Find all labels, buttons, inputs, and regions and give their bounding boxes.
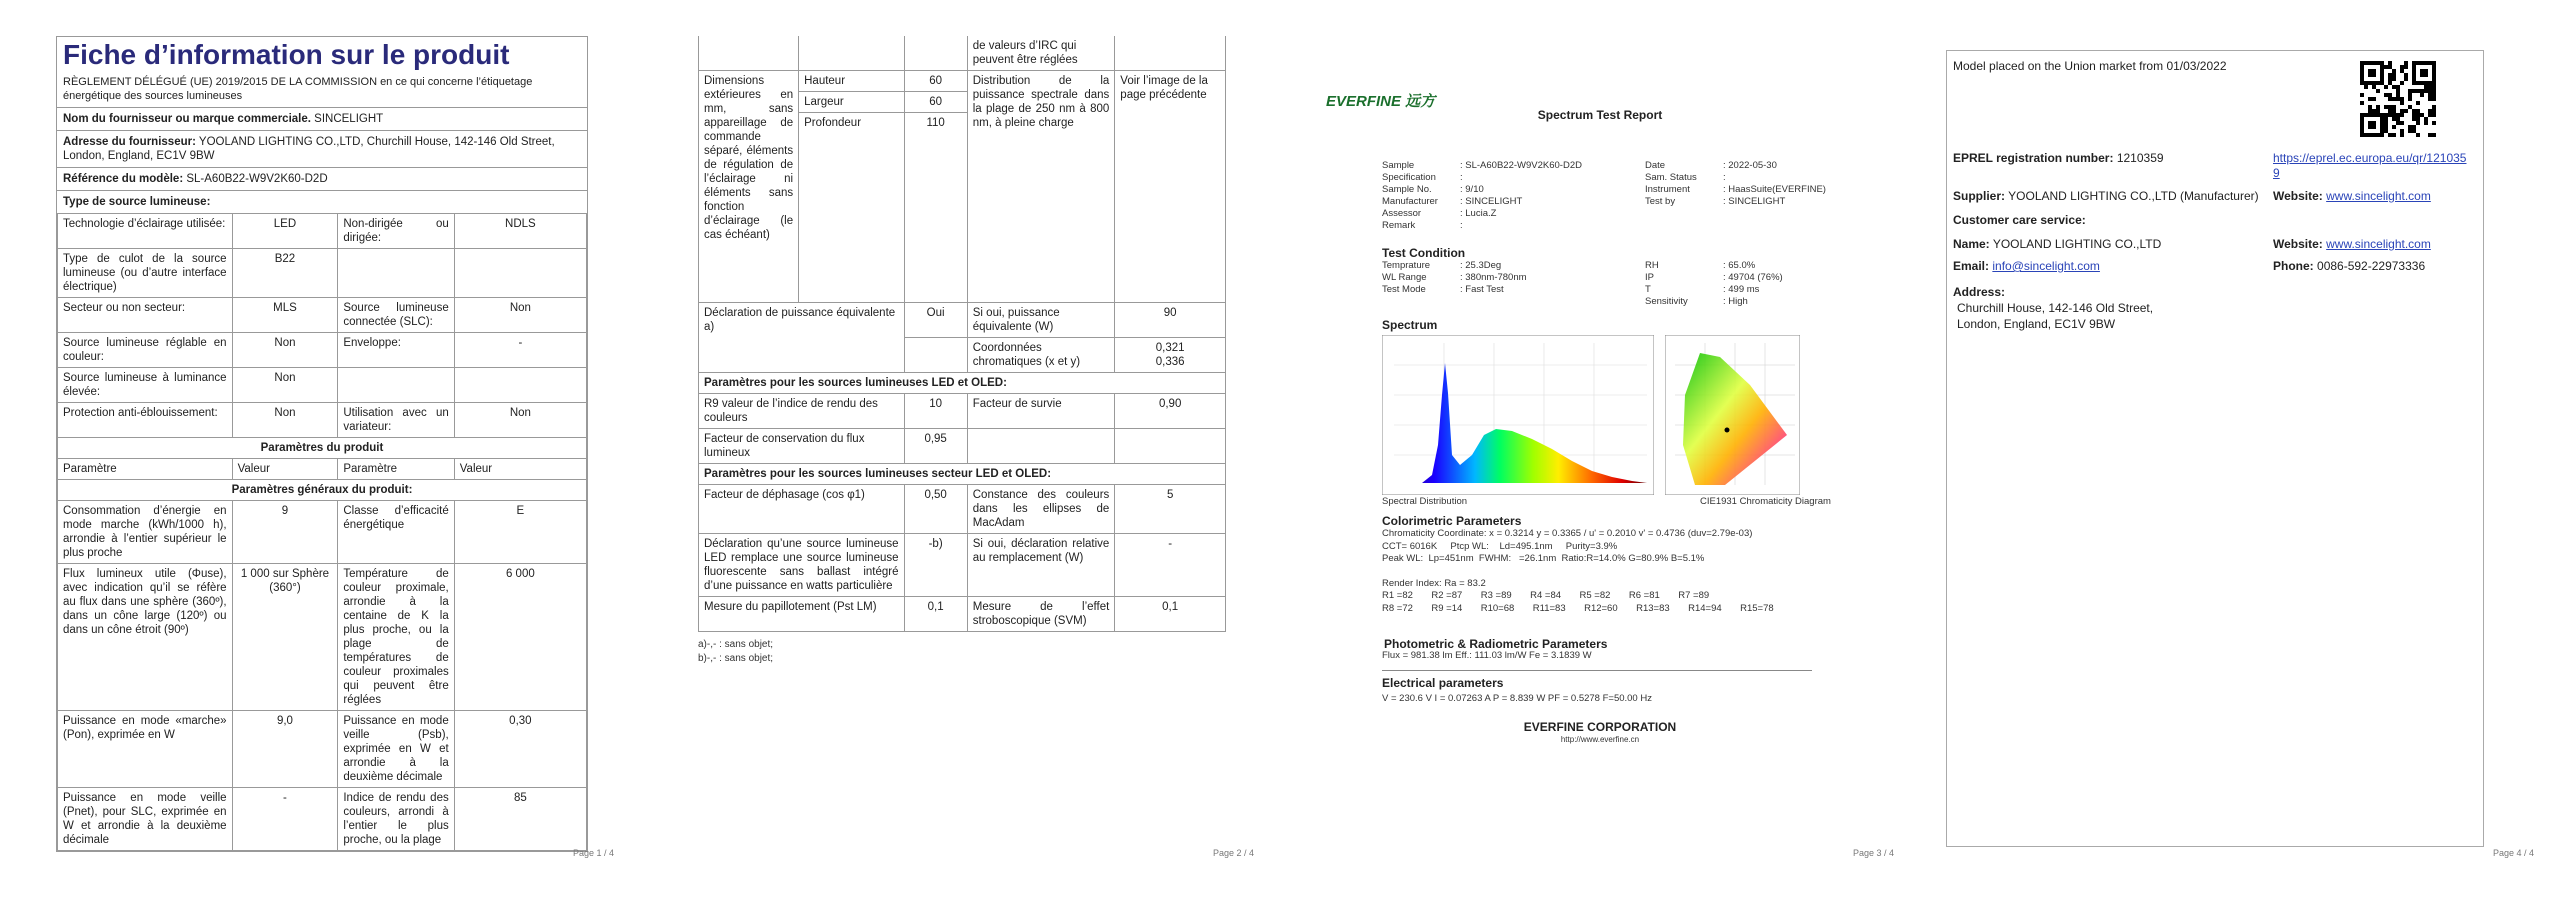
- supplier-label: Supplier:: [1953, 189, 2006, 203]
- kv-key: Specification: [1382, 172, 1436, 183]
- cie-diagram: [1665, 335, 1800, 495]
- spectrum-heading: Spectrum: [1382, 318, 1438, 332]
- spectral-distribution-chart: [1382, 335, 1654, 495]
- macadam-label: Constance des couleurs dans les ellipses de MacAdam: [967, 485, 1115, 534]
- sample-info-right: [1645, 160, 1826, 208]
- supplier-name-row: [57, 107, 587, 131]
- stroboscopic-label: Mesure de l’effet stroboscopique (SVM): [967, 597, 1115, 632]
- kv-key: Sensitivity: [1645, 296, 1688, 307]
- equivalent-power-label: Si oui, puissance équivalente (W): [967, 303, 1115, 338]
- param-label: [338, 249, 454, 298]
- colorimetric-heading: Colorimetric Parameters: [1382, 514, 1522, 528]
- kv-value: : SINCELIGHT: [1723, 196, 1786, 207]
- param-value: 9: [232, 501, 338, 564]
- param-label: Classe d’efficacité énergétique: [338, 501, 454, 564]
- eprel-label: EPREL registration number:: [1953, 151, 2114, 165]
- page-4: [1920, 0, 2560, 905]
- kv-row: [1382, 172, 1582, 184]
- param-value: B22: [232, 249, 338, 298]
- kv-row: [1645, 296, 1783, 308]
- param-value: MLS: [232, 298, 338, 333]
- website-row: [2273, 189, 2431, 204]
- param-label: Type de culot de la source lumineuse (ou d’autre interface électrique): [58, 249, 233, 298]
- product-info-continued: [698, 36, 1226, 666]
- kv-value: : 2022-05-30: [1723, 160, 1777, 171]
- survival-label: Facteur de survie: [967, 394, 1115, 429]
- dimensions-label: Dimensions extérieures en mm, sans appareillage de commande séparé, éléments de régulation de l’éclairage ni éléments sans fonction d’éclairage (le cas échéant): [699, 71, 799, 303]
- eprel-link-row: [2273, 151, 2473, 181]
- mains-led-heading: Paramètres pour les sources lumineuses secteur LED et OLED:: [699, 464, 1226, 485]
- colorimetric-line: Peak WL: Lp=451nm FWHM: =26.1nm Ratio:R=14.0% G=80.9% B=5.1%: [1382, 553, 1705, 564]
- col-header: Paramètre: [58, 459, 233, 480]
- corporation-name: EVERFINE CORPORATION: [1523, 720, 1677, 734]
- spd-value: Voir l’image de la page précédente: [1115, 71, 1226, 303]
- page-title: Fiche d’information sur le produit: [63, 39, 510, 70]
- kv-key: Sam. Status: [1645, 172, 1697, 183]
- cri-range-continued: de valeurs d’IRC qui peuvent être réglées: [967, 36, 1115, 71]
- corporation-url: http://www.everfine.cn: [1560, 735, 1640, 744]
- r9-value: 10: [904, 394, 967, 429]
- address-label: Address:: [1953, 285, 2006, 299]
- page-number: Page 2 / 4: [1212, 848, 1254, 858]
- page-number: Page 1 / 4: [572, 848, 614, 858]
- kv-value: : High: [1723, 296, 1748, 307]
- kv-key: Sample No.: [1382, 184, 1432, 195]
- kv-value: : 25.3Deg: [1460, 260, 1502, 271]
- params-product-heading: Paramètres du produit: [58, 438, 587, 459]
- colorimetric-line: [1382, 566, 1774, 578]
- kv-value: : 9/10: [1460, 184, 1484, 195]
- kv-value: : 499 ms: [1723, 284, 1760, 295]
- source-type-heading: Type de source lumineuse:: [63, 196, 211, 208]
- address-line-1: Churchill House, 142-146 Old Street,: [1957, 301, 2154, 315]
- col-header: Paramètre: [338, 459, 454, 480]
- param-label: Flux lumineux utile (Φuse), avec indication qu’il se réfère au flux dans une sphère (360º), dans un cône large (120º) ou dans un cône étroit (90º): [58, 564, 233, 711]
- phase-value: 0,50: [904, 485, 967, 534]
- page-number: Page 3 / 4: [1852, 848, 1894, 858]
- param-value: 6 000: [454, 564, 586, 711]
- param-label: Puissance en mode «marche» (Pon), exprimée en W: [58, 711, 233, 788]
- kv-value: : 380nm-780nm: [1460, 272, 1527, 283]
- sheet-header: [57, 37, 587, 107]
- col-header: Valeur: [232, 459, 338, 480]
- divider: [1382, 670, 1812, 671]
- table-row: [58, 501, 587, 564]
- kv-key: Date: [1645, 160, 1666, 171]
- lumen-maintenance-label: Facteur de conservation du flux lumineux: [699, 429, 905, 464]
- chromaticity-point: [1725, 428, 1730, 433]
- kv-key: Temprature: [1382, 260, 1431, 271]
- param-value: LED: [232, 214, 338, 249]
- equivalent-power: 90: [1115, 303, 1226, 338]
- kv-key: Instrument: [1645, 184, 1690, 195]
- email-row: [1953, 259, 2100, 274]
- col-header: Valeur: [454, 459, 586, 480]
- kv-row: [1382, 160, 1582, 172]
- chromaticity-label: Coordonnées chromatiques (x et y): [967, 338, 1115, 373]
- model-value: SL-A60B22-W9V2K60-D2D: [186, 173, 328, 185]
- param-label: Source lumineuse connectée (SLC):: [338, 298, 454, 333]
- param-label: Technologie d’éclairage utilisée:: [58, 214, 233, 249]
- kv-value: : Fast Test: [1460, 284, 1504, 295]
- lumen-maintenance-value: 0,95: [904, 429, 967, 464]
- test-condition-heading: Test Condition: [1382, 246, 1466, 260]
- kv-key: Sample: [1382, 160, 1415, 171]
- model-label: Référence du modèle:: [63, 173, 184, 185]
- param-label: Protection anti-éblouissement:: [58, 403, 233, 438]
- kv-value: : HaasSuite(EVERFINE): [1723, 184, 1826, 195]
- kv-value: : 65.0%: [1723, 260, 1756, 271]
- param-value: -: [232, 788, 338, 851]
- address-line-2: London, England, EC1V 9BW: [1957, 317, 2116, 331]
- email-link[interactable]: info@sincelight.com: [1992, 259, 2100, 273]
- colorimetric-line: R1 =82 R2 =87 R3 =89 R4 =84 R5 =82 R6 =81 R7 =89: [1382, 590, 1710, 601]
- param-label: Indice de rendu des couleurs, arrondi à l’entier le plus proche, ou la plage: [338, 788, 454, 851]
- supplier-address-label: Adresse du fournisseur:: [63, 136, 196, 148]
- kv-row: [1382, 196, 1582, 208]
- email-label: Email:: [1953, 259, 1990, 273]
- kv-key: Manufacturer: [1382, 196, 1438, 207]
- chroma-x: 0,321: [1155, 342, 1185, 354]
- supplier-name: SINCELIGHT: [314, 113, 384, 125]
- param-value: 85: [454, 788, 586, 851]
- test-condition-right: [1645, 260, 1783, 308]
- phone-row: [2273, 259, 2425, 274]
- table-row: [58, 214, 587, 249]
- dim-value: 110: [904, 113, 967, 303]
- replacement-yes-value: -: [1115, 534, 1226, 597]
- kv-key: WL Range: [1382, 272, 1427, 283]
- electrical-heading: Electrical parameters: [1382, 676, 1504, 690]
- eprel-row: [1953, 151, 2164, 166]
- column-header-row: [58, 459, 587, 480]
- kv-row: [1382, 208, 1582, 220]
- table-row: [58, 298, 587, 333]
- spectral-distribution-caption: Spectral Distribution: [1382, 496, 1468, 507]
- colorimetric-line: CCT= 6016K Ptcp WL: Ld=495.1nm Purity=3.9%: [1382, 540, 1618, 552]
- equivalent-power-decl-label: Déclaration de puissance équivalente a): [699, 303, 905, 373]
- colorimetric-line: Chromaticity Coordinate: x = 0.3214 y = 0.3365 / u' = 0.2010 v' = 0.4736 (duv=2.79e-03): [1382, 528, 1753, 539]
- param-value: [454, 368, 586, 403]
- test-condition-left: [1382, 260, 1527, 296]
- kv-row: [1382, 284, 1527, 296]
- supplier-row: [1953, 189, 2259, 204]
- care-website-label: Website:: [2273, 237, 2323, 251]
- param-value: 0,30: [454, 711, 586, 788]
- phase-label: Facteur de déphasage (cos φ1): [699, 485, 905, 534]
- website-link[interactable]: www.sincelight.com: [2326, 189, 2431, 203]
- param-value: [454, 249, 586, 298]
- kv-row: [1645, 160, 1826, 172]
- footnote-a: a)-,- : sans objet;: [698, 639, 774, 650]
- electrical-values: V = 230.6 V I = 0.07263 A P = 8.839 W PF = 0.5278 F=50.00 Hz: [1382, 693, 1652, 704]
- table-row: [58, 333, 587, 368]
- photometric-values: Flux = 981.38 lm Eff.: 111.03 lm/W Fe = 3.1839 W: [1382, 650, 1592, 661]
- param-label: Puissance en mode veille (Pnet), pour SLC, exprimée en W et arrondie à la deuxième décimale: [58, 788, 233, 851]
- report-title: Spectrum Test Report: [1537, 108, 1663, 122]
- table-row: [58, 564, 587, 711]
- kv-row: [1382, 272, 1527, 284]
- param-value: Non: [232, 368, 338, 403]
- kv-value: : SL-A60B22-W9V2K60-D2D: [1460, 160, 1582, 171]
- param-value: 9,0: [232, 711, 338, 788]
- param-label: Enveloppe:: [338, 333, 454, 368]
- kv-row: [1382, 260, 1527, 272]
- care-name-label: Name:: [1953, 237, 1990, 251]
- kv-row: [1645, 196, 1826, 208]
- kv-key: T: [1645, 284, 1651, 295]
- chroma-y: 0,336: [1155, 356, 1185, 368]
- params-general-heading: Paramètres généraux du produit:: [58, 480, 587, 501]
- kv-row: [1645, 172, 1826, 184]
- param-value: Non: [232, 333, 338, 368]
- kv-value: : Lucia.Z: [1460, 208, 1497, 219]
- param-label: Puissance en mode veille (Psb), exprimée en W et arrondie à la deuxième décimale: [338, 711, 454, 788]
- replacement-yes-label: Si oui, déclaration relative au remplacement (W): [967, 534, 1115, 597]
- everfine-logo: EVERFINE 远方: [1326, 93, 1436, 110]
- supplier-name-label: Nom du fournisseur ou marque commerciale.: [63, 113, 311, 125]
- page-2: [640, 0, 1280, 905]
- dim-key: Profondeur: [799, 113, 904, 303]
- kv-value: : 49704 (76%): [1723, 272, 1783, 283]
- kv-key: Remark: [1382, 220, 1416, 231]
- customer-care-heading: Customer care service:: [1953, 213, 2086, 227]
- param-value: -: [454, 333, 586, 368]
- spd-label: Distribution de la puissance spectrale dans la plage de 250 nm à 800 nm, à pleine charge: [967, 71, 1115, 303]
- param-label: Consommation d’énergie en mode marche (kWh/1000 h), arrondie à l’entier supérieur le plus proche: [58, 501, 233, 564]
- param-label: Température de couleur proximale, arrondie à la centaine de K la plus proche, ou la plage de températures de couleur proximales qui peuvent être réglées: [338, 564, 454, 711]
- table-row: [58, 711, 587, 788]
- page-1: [0, 0, 640, 905]
- kv-key: IP: [1645, 272, 1654, 283]
- flicker-label: Mesure du papillotement (Pst LM): [699, 597, 905, 632]
- kv-key: Assessor: [1382, 208, 1422, 219]
- table-row: [58, 788, 587, 851]
- equivalent-power-decl: Oui: [904, 303, 967, 338]
- page-3: [1280, 0, 1920, 905]
- photometric-heading: Photometric & Radiometric Parameters: [1384, 637, 1608, 651]
- table-row: [58, 249, 587, 298]
- table-row: [58, 368, 587, 403]
- supplier-address: YOOLAND LIGHTING CO.,LTD, Churchill House, 142-146 Old Street, London, England, EC1V 9BW: [63, 136, 555, 162]
- supplier-value: YOOLAND LIGHTING CO.,LTD (Manufacturer): [2008, 189, 2259, 203]
- param-value: 1 000 sur Sphère (360°): [232, 564, 338, 711]
- param-value: Non: [454, 298, 586, 333]
- phone-label: Phone:: [2273, 259, 2314, 273]
- param-label: Secteur ou non secteur:: [58, 298, 233, 333]
- replacement-value: -b): [904, 534, 967, 597]
- eprel-link[interactable]: https://eprel.ec.europa.eu/qr/1210359: [2273, 151, 2467, 180]
- page-number: Page 4 / 4: [2492, 848, 2534, 858]
- regulation-text: RÈGLEMENT DÉLÉGUÉ (UE) 2019/2015 DE LA COMMISSION en ce qui concerne l’étiquetage énergétique des sources lumineuses: [63, 76, 533, 102]
- dim-key: Largeur: [799, 92, 904, 113]
- sample-info-left: [1382, 160, 1582, 232]
- params-table-continued: [698, 36, 1226, 632]
- phone-value: 0086-592-22973336: [2317, 259, 2426, 273]
- param-label: [338, 368, 454, 403]
- flicker-value: 0,1: [904, 597, 967, 632]
- colorimetric-values: [1382, 528, 1774, 615]
- stroboscopic-value: 0,1: [1115, 597, 1226, 632]
- kv-key: Test Mode: [1382, 284, 1426, 295]
- kv-row: [1645, 284, 1783, 296]
- kv-row: [1382, 220, 1582, 232]
- param-label: Source lumineuse réglable en couleur:: [58, 333, 233, 368]
- r9-label: R9 valeur de l’indice de rendu des couleurs: [699, 394, 905, 429]
- care-website-link[interactable]: www.sincelight.com: [2326, 237, 2431, 251]
- param-label: Source lumineuse à luminance élevée:: [58, 368, 233, 403]
- model-row: [57, 168, 587, 191]
- product-info-sheet: [56, 36, 588, 852]
- param-value: NDLS: [454, 214, 586, 249]
- kv-row: [1645, 260, 1783, 272]
- kv-key: Test by: [1645, 196, 1676, 207]
- supplier-address-row: [57, 131, 587, 168]
- led-oled-heading: Paramètres pour les sources lumineuses LED et OLED:: [699, 373, 1226, 394]
- param-label: Utilisation avec un variateur:: [338, 403, 454, 438]
- kv-value: :: [1460, 220, 1463, 231]
- market-placement: Model placed on the Union market from 01/03/2022: [1953, 59, 2227, 73]
- param-value: E: [454, 501, 586, 564]
- care-website-row: [2273, 237, 2431, 252]
- param-label: Non-dirigée ou dirigée:: [338, 214, 454, 249]
- colorimetric-line: Render Index: Ra = 83.2: [1382, 577, 1486, 589]
- macadam-value: 5: [1115, 485, 1226, 534]
- kv-value: :: [1723, 172, 1726, 183]
- qr-code-icon[interactable]: [2360, 61, 2436, 137]
- eprel-info-box: [1946, 50, 2484, 847]
- dim-value: 60: [904, 92, 967, 113]
- kv-value: : SINCELIGHT: [1460, 196, 1523, 207]
- source-type-table: [57, 213, 587, 851]
- param-value: Non: [232, 403, 338, 438]
- colorimetric-line: R8 =72 R9 =14 R10=68 R11=83 R12=60 R13=83 R14=94 R15=78: [1382, 602, 1774, 614]
- website-label: Website:: [2273, 189, 2323, 203]
- kv-row: [1645, 184, 1826, 196]
- param-value: Non: [454, 403, 586, 438]
- replacement-label: Déclaration qu’une source lumineuse LED remplace une source lumineuse fluorescente sans ballast intégré d’une puissance en watts particulière: [699, 534, 905, 597]
- dim-value: 60: [904, 71, 967, 92]
- table-row: [58, 403, 587, 438]
- care-name-row: [1953, 237, 2161, 252]
- care-name: YOOLAND LIGHTING CO.,LTD: [1992, 237, 2162, 251]
- survival-value: 0,90: [1115, 394, 1226, 429]
- footnotes: [698, 638, 1226, 666]
- dim-key: Hauteur: [799, 71, 904, 92]
- kv-row: [1645, 272, 1783, 284]
- kv-key: RH: [1645, 260, 1659, 271]
- cie-caption: CIE1931 Chromaticity Diagram: [1700, 496, 1831, 507]
- footnote-b: b)-,- : sans objet;: [698, 653, 774, 664]
- eprel-number: 1210359: [2116, 151, 2164, 165]
- kv-value: :: [1460, 172, 1463, 183]
- kv-row: [1382, 184, 1582, 196]
